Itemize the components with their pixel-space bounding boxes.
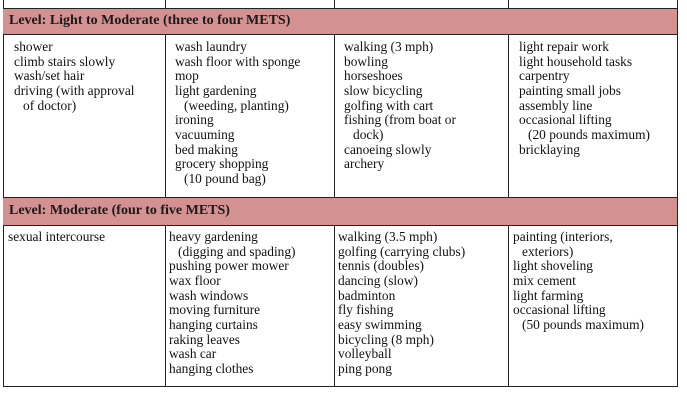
- activity-item: carpentry: [519, 68, 570, 84]
- activity-item: (weeding, planting): [184, 97, 289, 113]
- section1-divider-2: [334, 35, 335, 197]
- table-bottom-border: [3, 386, 678, 387]
- activity-item: (20 pounds maximum): [528, 126, 650, 142]
- activity-item: dancing (slow): [338, 272, 418, 288]
- activity-item: sexual intercourse: [8, 229, 106, 244]
- activity-item: light farming: [513, 287, 584, 303]
- activity-item: pushing power mower: [169, 258, 289, 274]
- activity-item: wash windows: [169, 287, 249, 303]
- activity-item: golfing (carrying clubs): [338, 243, 466, 259]
- activity-item: wash floor with sponge: [175, 53, 301, 69]
- table-left-border: [3, 0, 4, 387]
- section1-divider-3: [508, 35, 509, 197]
- activity-item: bed making: [175, 141, 238, 157]
- activity-item: light gardening: [175, 82, 257, 98]
- section1-column-4: [519, 40, 650, 157]
- activity-item: ping pong: [338, 360, 392, 376]
- section2-column-3: [338, 230, 465, 377]
- activity-item: moving furniture: [169, 302, 261, 318]
- activity-item: wash laundry: [175, 39, 247, 54]
- activity-item: light repair work: [519, 39, 609, 54]
- activity-item: golfing with cart: [344, 97, 434, 113]
- activity-item: ironing: [175, 112, 214, 128]
- activity-item: slow bicycling: [344, 82, 423, 98]
- activity-item: volleyball: [338, 346, 392, 362]
- section1-column-1: [14, 40, 135, 113]
- activity-item: wash car: [169, 346, 217, 362]
- activity-item: light household tasks: [519, 53, 633, 69]
- top-divider-3: [508, 0, 509, 8]
- activity-item: easy swimming: [338, 316, 422, 332]
- activity-item: painting small jobs: [519, 82, 621, 98]
- activity-item: hanging curtains: [169, 316, 258, 332]
- section2-column-1: [8, 230, 105, 245]
- section2-divider-1: [165, 226, 166, 386]
- activity-item: horseshoes: [344, 68, 403, 84]
- section1-column-2: [175, 40, 300, 187]
- top-divider-1: [165, 0, 166, 8]
- activity-item: painting (interiors,: [513, 229, 613, 244]
- activity-item: wash/set hair: [14, 68, 85, 84]
- activity-item: mix cement: [513, 272, 576, 288]
- section1-divider-1: [165, 35, 166, 197]
- activity-item: (digging and spading): [178, 243, 296, 259]
- section1-column-3: [344, 40, 456, 172]
- activity-item: assembly line: [519, 97, 593, 113]
- activity-item: occasional lifting: [519, 112, 612, 128]
- activity-item: fishing (from boat or: [344, 112, 456, 128]
- activity-item: bicycling (8 mph): [338, 331, 434, 347]
- section2-column-4: [513, 230, 644, 333]
- activity-item: mop: [175, 68, 199, 84]
- activity-item: archery: [344, 156, 385, 172]
- activity-item: hanging clothes: [169, 360, 254, 376]
- activity-item: grocery shopping: [175, 156, 269, 172]
- activity-item: light shoveling: [513, 258, 593, 274]
- level-band-moderate: [3, 197, 677, 226]
- activity-item: climb stairs slowly: [14, 53, 116, 69]
- section2-divider-3: [508, 226, 509, 386]
- activity-item: (50 pounds maximum): [522, 316, 644, 332]
- section2-divider-2: [334, 226, 335, 386]
- level-band-light-moderate: [3, 8, 677, 35]
- activity-item: heavy gardening: [169, 229, 258, 244]
- level-label: Level: Moderate (four to five METS): [9, 203, 230, 218]
- activity-item: bowling: [344, 53, 388, 69]
- activity-item: shower: [14, 39, 53, 54]
- activity-item: raking leaves: [169, 331, 241, 347]
- level-label: Level: Light to Moderate (three to four METS): [9, 13, 291, 28]
- activity-item: canoeing slowly: [344, 141, 432, 157]
- activity-item: badminton: [338, 287, 396, 303]
- section2-column-2: [169, 230, 296, 377]
- activity-item: fly fishing: [338, 302, 394, 318]
- activity-item: tennis (doubles): [338, 258, 424, 274]
- activity-item: walking (3 mph): [344, 39, 434, 54]
- activity-item: walking (3.5 mph): [338, 229, 438, 244]
- activity-item: dock): [353, 126, 384, 142]
- activity-item: occasional lifting: [513, 302, 606, 318]
- activity-item: exteriors): [522, 243, 574, 259]
- activity-item: (10 pound bag): [184, 170, 266, 186]
- activity-item: driving (with approval: [14, 82, 135, 98]
- top-divider-2: [334, 0, 335, 8]
- activity-item: vacuuming: [175, 126, 235, 142]
- table-right-border: [677, 0, 678, 387]
- activity-item: bricklaying: [519, 141, 580, 157]
- activity-item: of doctor): [23, 97, 77, 113]
- activity-item: wax floor: [169, 272, 221, 288]
